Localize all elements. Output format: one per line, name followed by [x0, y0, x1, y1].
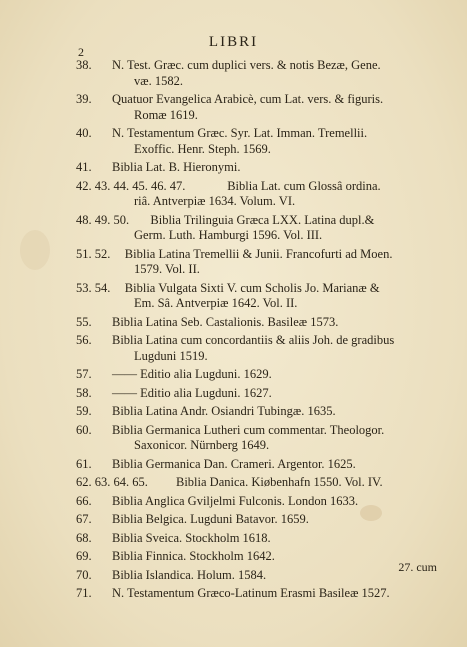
entry-number: 58.	[76, 385, 92, 400]
entry-number: 70.	[76, 567, 92, 582]
entry-number: 51. 52.	[76, 246, 111, 261]
catalog-entry	[0, 126, 467, 157]
entry-text: Biblia Sveica. Stockholm 1618.	[112, 530, 271, 545]
entry-text: Biblia Danica. Kiøbenhafn 1550. Vol. IV.	[176, 475, 383, 489]
catalog-entry	[0, 247, 467, 278]
entry-text: Biblia Lat. B. Hieronymi.	[112, 160, 241, 174]
catalog-entry	[0, 475, 467, 491]
entry-continuation: Germ. Luth. Hamburgi 1596. Vol. III.	[134, 228, 323, 242]
catalog-entry	[0, 586, 467, 602]
catalog-entry	[0, 423, 467, 454]
entry-number: 69.	[76, 549, 92, 563]
entry-number: 60.	[76, 422, 92, 437]
entry-number: 59.	[76, 404, 92, 418]
page-number: 2	[78, 45, 84, 59]
page-header: LIBRI	[208, 34, 259, 50]
entry-number: 61.	[76, 456, 92, 471]
catalog-entry	[0, 531, 467, 547]
entry-continuation: Romæ 1619.	[134, 107, 198, 122]
catalog-entry	[0, 160, 467, 176]
entry-text: Biblia Vulgata Sixti V. cum Scholis Jo. Marianæ &	[124, 280, 380, 295]
entry-text: Biblia Latina Andr. Osiandri Tubingæ. 1635.	[112, 404, 336, 418]
entry-continuation: Lugduni 1519.	[134, 348, 208, 363]
entry-text: N. Test. Græc. cum duplici vers. & notis Bezæ, Gene.	[112, 58, 381, 72]
entry-number: 56.	[76, 333, 92, 347]
entry-text: Biblia Belgica. Lugduni Batavor. 1659.	[112, 512, 309, 526]
catalog-entry	[0, 315, 467, 331]
entry-text: Biblia Islandica. Holum. 1584.	[112, 567, 267, 582]
entry-continuation: riâ. Antverpiæ 1634. Volum. VI.	[134, 194, 296, 208]
entry-number: 41.	[76, 160, 92, 174]
catalog-entry	[0, 494, 467, 510]
catalog-entry	[0, 386, 467, 402]
catalog-entry	[0, 179, 467, 210]
entry-text: Biblia Lat. cum Glossâ ordina.	[227, 178, 381, 193]
entry-number: 48. 49. 50.	[76, 212, 130, 227]
entry-number: 40.	[76, 126, 92, 140]
entry-continuation: Saxonicor. Nürnberg 1649.	[134, 438, 270, 452]
entry-text: Quatuor Evangelica Arabicè, cum Lat. vers. & figuris.	[112, 92, 384, 106]
entry-text: Biblia Germanica Lutheri cum commentar. Theologor.	[112, 422, 385, 437]
entry-number: 55.	[76, 314, 92, 329]
catalog-entry	[0, 568, 467, 584]
catalog-entry	[0, 281, 467, 312]
catchword: 27. cum	[398, 560, 437, 574]
entry-number: 39.	[76, 92, 92, 106]
entry-text: Biblia Trilinguia Græca LXX. Latina dupl.&	[150, 212, 375, 227]
catalog-entry	[0, 58, 467, 89]
entry-text: Biblia Latina Seb. Castalionis. Basileæ 1573.	[112, 314, 339, 329]
entry-text: Biblia Germanica Dan. Crameri. Argentor. 1625.	[112, 456, 356, 471]
entry-text: —— Editio alia Lugduni. 1627.	[112, 385, 272, 400]
catalog-entry	[0, 404, 467, 420]
entry-continuation: Exoffic. Henr. Steph. 1569.	[134, 141, 271, 156]
entry-number: 62. 63. 64. 65.	[76, 475, 148, 489]
entry-number: 53. 54.	[76, 280, 111, 295]
entry-text: N. Testamentum Græc. Syr. Lat. Imman. Tremellii.	[112, 126, 368, 140]
entry-continuation: 1579. Vol. II.	[134, 262, 200, 276]
entry-number: 38.	[76, 58, 92, 72]
catalog-entry	[0, 457, 467, 473]
catalog-entry	[0, 333, 467, 364]
catalog-entry	[0, 367, 467, 383]
entry-text: Biblia Anglica Gviljelmi Fulconis. London 1633.	[112, 493, 359, 508]
entry-continuation: væ. 1582.	[134, 73, 183, 88]
entry-text: Biblia Latina Tremellii & Junii. Francofurti ad Moen.	[124, 246, 393, 261]
catalog-entry	[0, 512, 467, 528]
entry-number: 68.	[76, 530, 92, 545]
entry-number: 42. 43. 44. 45. 46. 47.	[76, 178, 186, 193]
entry-number: 67.	[76, 512, 92, 526]
entry-continuation: Em. Sâ. Antverpiæ 1642. Vol. II.	[134, 296, 298, 310]
entry-text: N. Testamentum Græco-Latinum Erasmi Basileæ 1527.	[112, 586, 390, 600]
catalog-entry	[0, 92, 467, 123]
entry-number: 57.	[76, 367, 92, 381]
catalog-entry	[0, 213, 467, 244]
entry-text: Biblia Latina cum concordantiis & aliis Joh. de gradibus	[112, 333, 395, 347]
entry-text: Biblia Finnica. Stockholm 1642.	[112, 549, 275, 563]
entry-number: 71.	[76, 586, 92, 600]
entry-text: —— Editio alia Lugduni. 1629.	[112, 367, 272, 381]
entry-number: 66.	[76, 493, 92, 508]
catalog-entry	[0, 549, 467, 565]
